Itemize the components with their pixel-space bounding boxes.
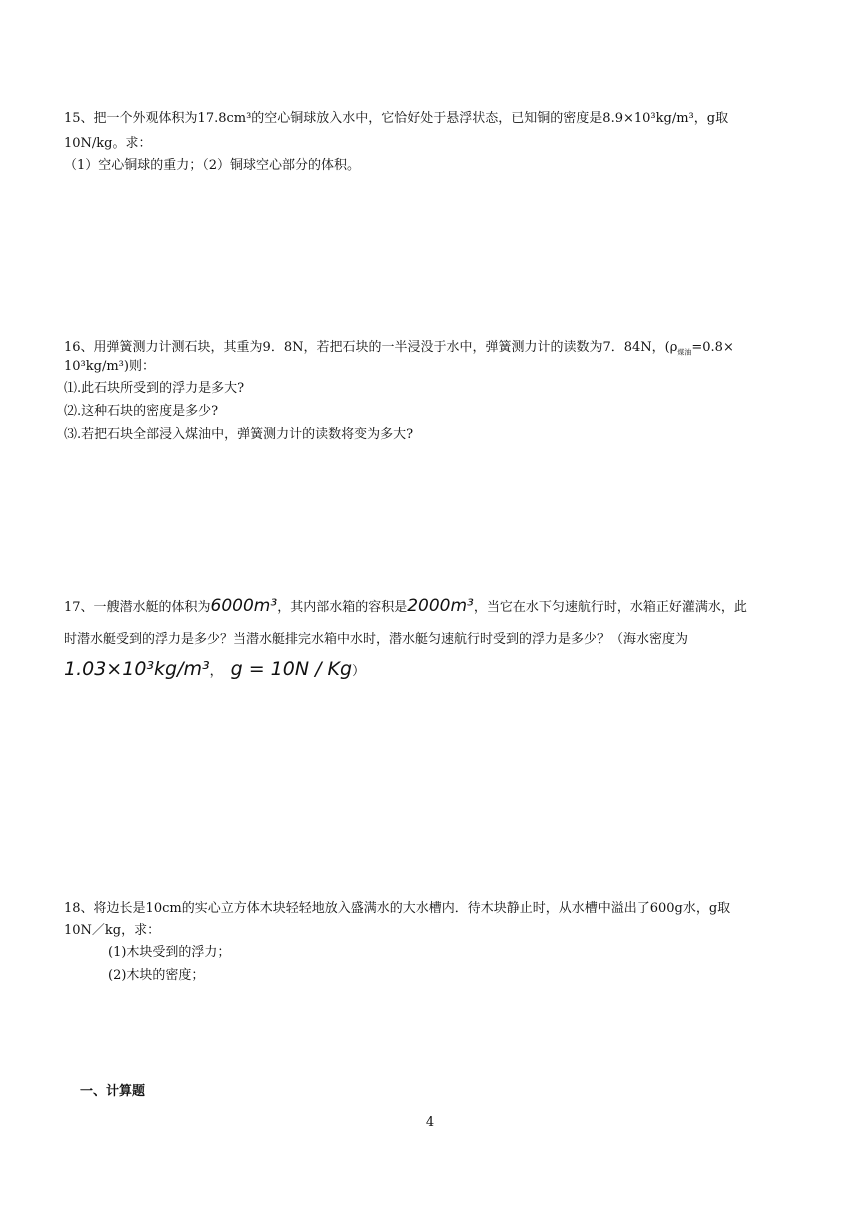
seawater-density-formula: 1.03×10³kg/m³: [64, 658, 210, 680]
q15-line-1: 15、把一个外观体积为17.8cm³的空心铜球放入水中，它恰好处于悬浮状态，已知铜的密度是8.9×10³kg/m³，g取: [64, 111, 729, 126]
q17-close: ）: [352, 664, 366, 679]
q18-item-2: (2)木块的密度；: [108, 968, 205, 983]
q17-suffix: ，当它在水下匀速航行时，水箱正好灌满水，此: [473, 600, 747, 615]
q17-mid: ，其内部水箱的容积是: [277, 600, 408, 615]
q17-separator: ，: [209, 664, 223, 679]
q18-item-1: (1)木块受到的浮力；: [108, 945, 231, 960]
q18-line-2: 10N／kg，求：: [64, 923, 161, 938]
section-heading: 一、计算题: [80, 1084, 146, 1099]
q17-line-1: [64, 597, 800, 617]
q16-line-1-text: 16、用弹簧测力计测石块，其重为9．8N，若把石块的一半浸没于水中，弹簧测力计的读数为7．84N，(ρ: [64, 340, 678, 355]
q16-line-1-end: =0.8×: [691, 340, 734, 355]
q17-line-2: 时潜水艇受到的浮力是多少？当潜水艇排完水箱中水时，潜水艇匀速航行时受到的浮力是多少？（海水密度为: [64, 632, 689, 647]
q18-line-1: 18、将边长是10cm的实心立方体木块轻轻地放入盛满水的大水槽内．待木块静止时，从水槽中溢出了600g水，g取: [64, 901, 731, 916]
submarine-volume-formula: 6000m³: [210, 596, 278, 616]
q17-prefix: 17、一艘潜水艇的体积为: [64, 600, 211, 615]
q16-line-2: 10³kg/m³)则：: [64, 359, 155, 374]
q15-line-3: （1）空心铜球的重力；（2）铜球空心部分的体积。: [64, 158, 361, 173]
q17-line-3: [64, 660, 800, 681]
q16-item-3: ⑶.若把石块全部浸入煤油中，弹簧测力计的读数将变为多大?: [64, 427, 414, 442]
q16-item-2: ⑵.这种石块的密度是多少?: [64, 404, 219, 419]
kerosene-subscript: 煤油: [677, 348, 692, 357]
page-number: 4: [425, 1115, 435, 1130]
gravity-formula: g = 10N / Kg: [230, 658, 353, 680]
q15-line-2: 10N/kg。求：: [64, 136, 152, 151]
q16-item-1: ⑴.此石块所受到的浮力是多大?: [64, 381, 245, 396]
tank-volume-formula: 2000m³: [407, 596, 474, 616]
